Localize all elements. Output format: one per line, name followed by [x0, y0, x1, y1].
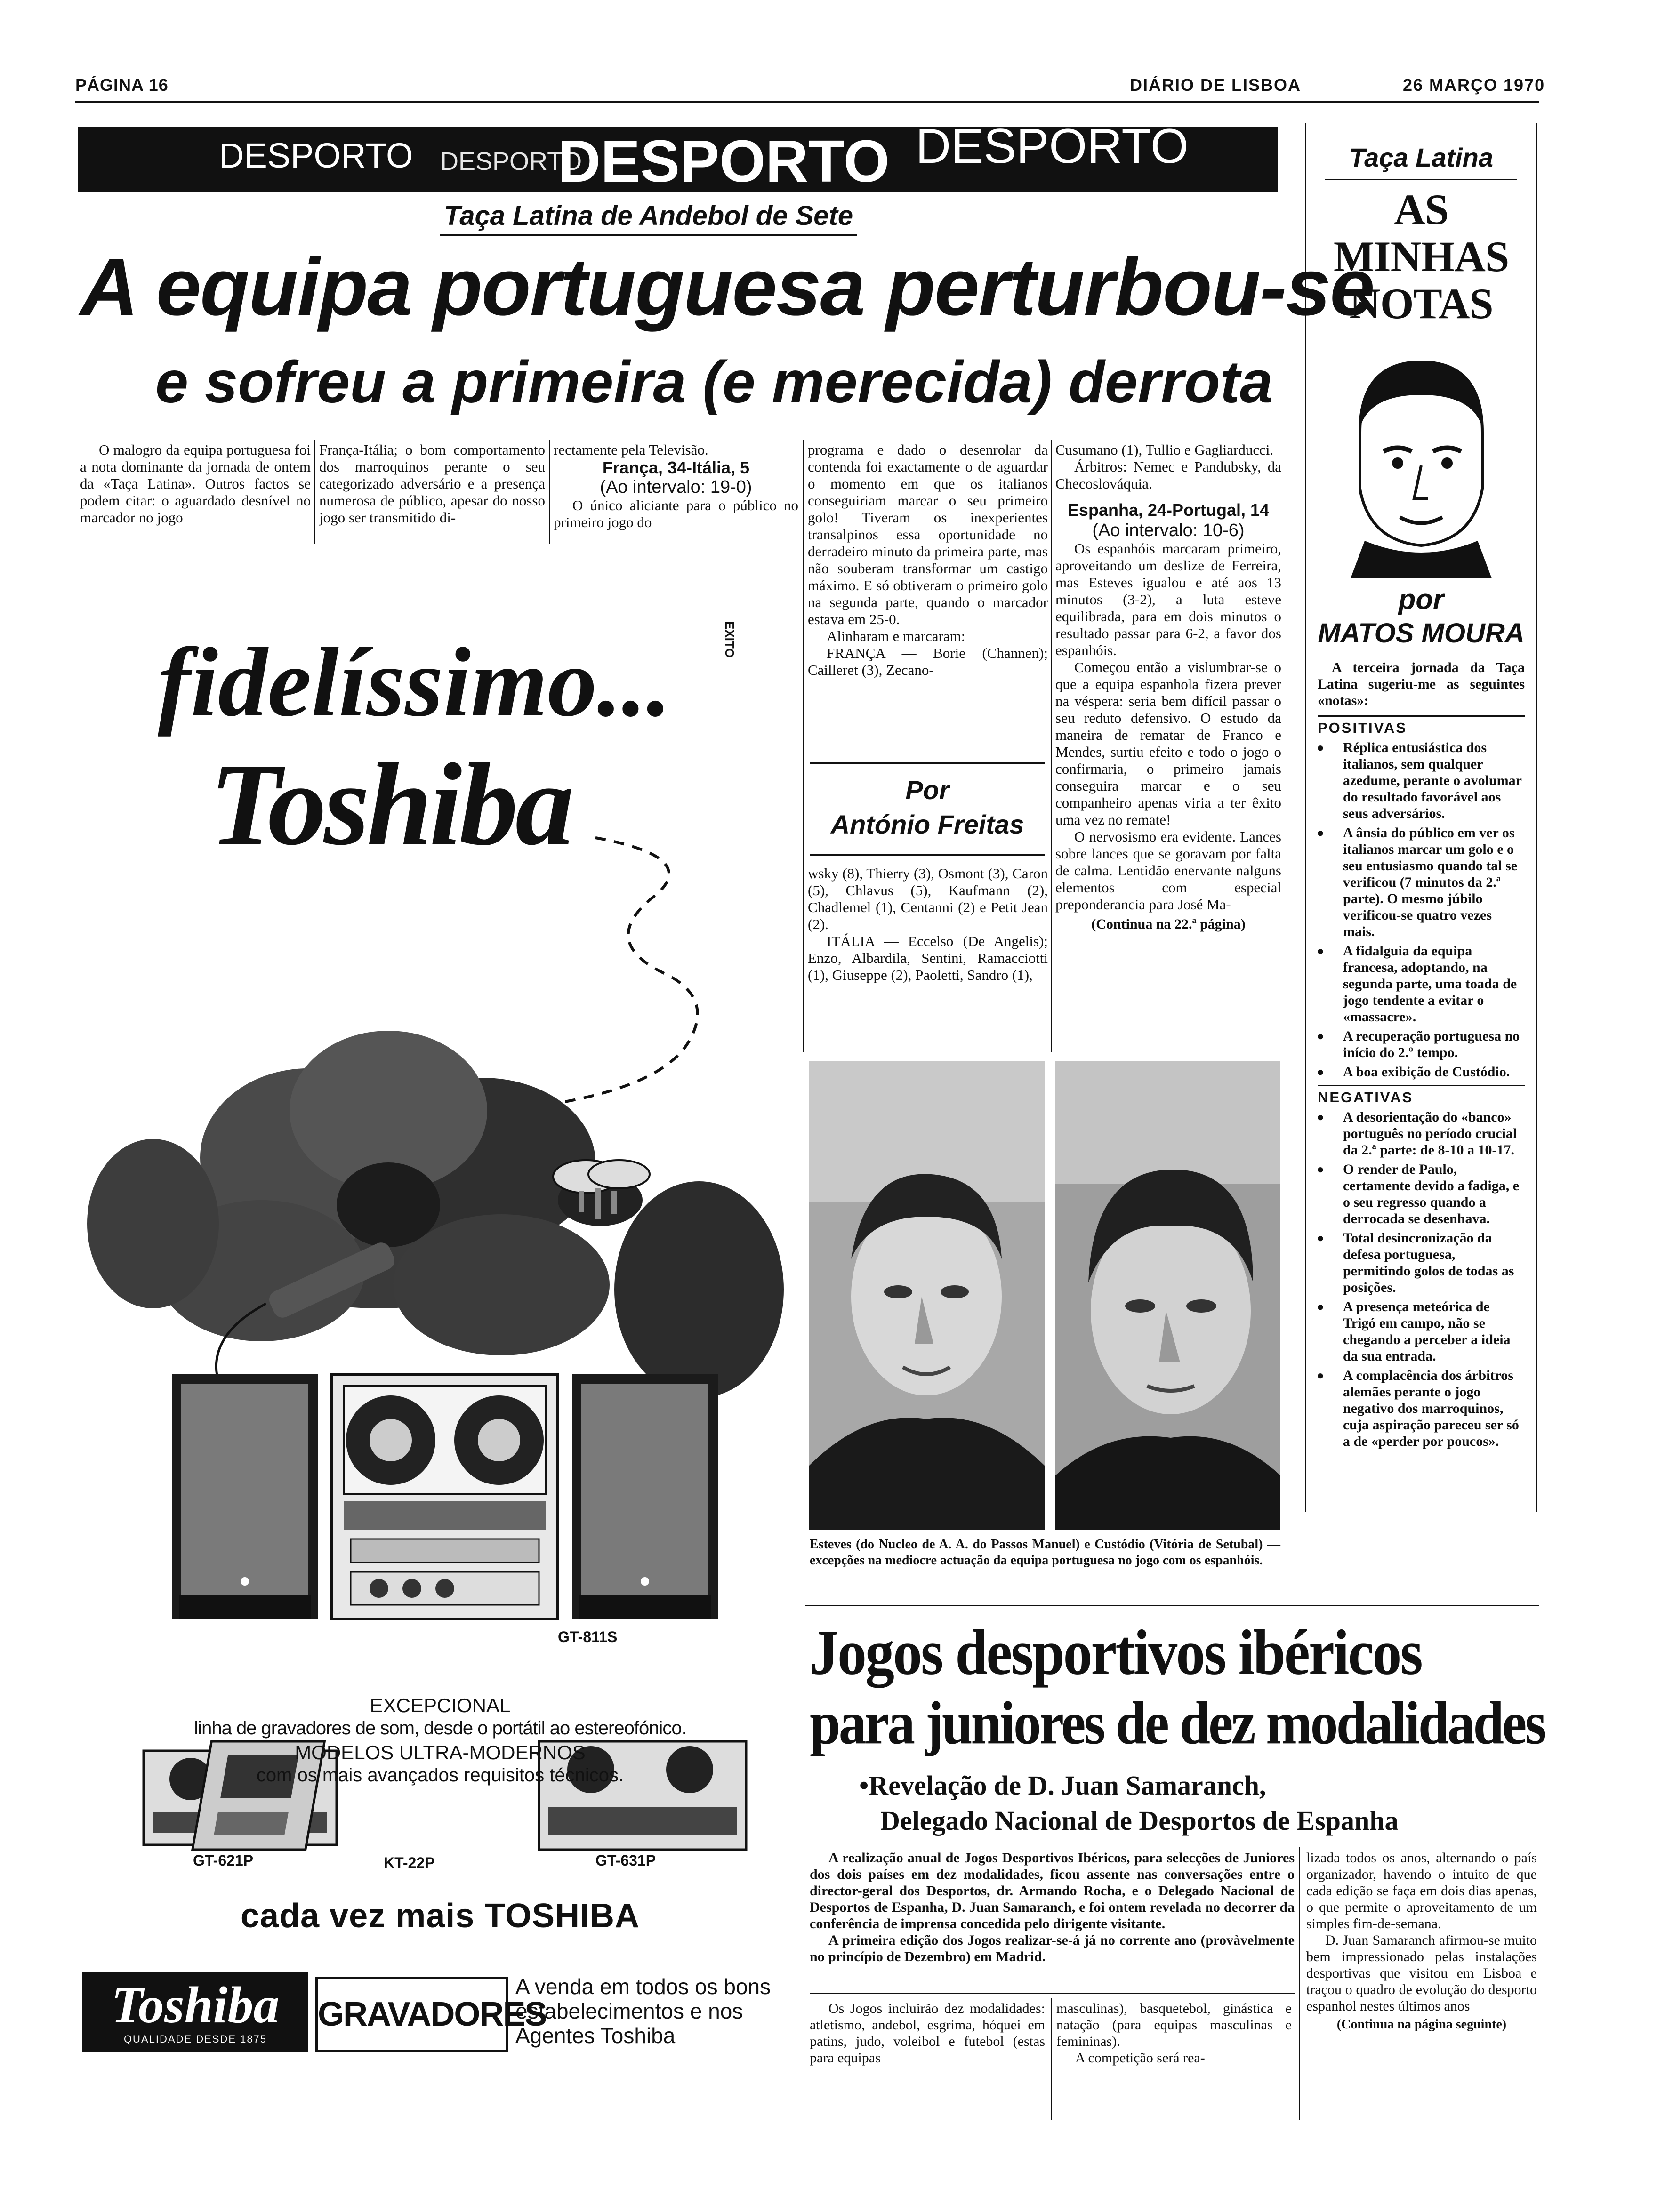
note-item: ● A boa exibição de Custódio.: [1317, 1064, 1526, 1080]
ad-side-mark: EXITO: [723, 621, 737, 658]
continued-note: (Continua na 22.ª página): [1091, 916, 1246, 932]
sidebar-title-1: AS MINHAS: [1333, 185, 1509, 281]
ad-venda: A venda em todos os bons estabelecimentos e nos Agentes Toshiba: [515, 1974, 771, 2048]
banner-word-2: DESPORTO: [440, 147, 582, 176]
second-headline-2: para juniores de dez modalidades: [810, 1689, 1545, 1757]
main-headline: A equipa portuguesa perturbou-se: [80, 242, 1374, 332]
ad-gravadores: GRAVADORES: [315, 1977, 508, 2052]
interval-france-italy: (Ao intervalo: 19-0): [600, 477, 752, 497]
sidebar-author: MATOS MOURA: [1318, 618, 1525, 649]
second-col-c-text-2: D. Juan Samaranch afirmou-se muito bem impressionado pelas instalações desportivas que visitou em Lisboa e traçou o quadro de evolução do desporto espanhol nestes últimos anos: [1306, 1932, 1537, 2014]
note-item: ● A fidalguia da equipa francesa, adoptando, na segunda parte, uma toada de jogo tendente a evitar o «massacre».: [1317, 943, 1526, 1025]
second-col-c: [1306, 1850, 1537, 2033]
article-column-4: [808, 441, 1048, 679]
logo-brand: Toshiba: [111, 1976, 280, 2034]
portrait-graphic: [1055, 1061, 1280, 1530]
author-portrait: [1332, 343, 1511, 578]
second-col-b: [1056, 2000, 1292, 2066]
second-lead-p1: A realização anual de Jogos Desportivos Ibéricos, para selecções de Juniores dos dois países em dez modalidades, ficou assente nas conversações entre o director-geral dos Desportos, dr. Armando Rocha, e o Delegado Nacional de Desportos de Espanha, D. Juan Samaranch, e foi ontem revelada no decorrer da conferência de imprensa concedida pelo dirigente visitante.: [810, 1850, 1295, 1931]
sidebar-title-2: NOTAS: [1349, 280, 1493, 328]
column-rule: [1299, 1847, 1300, 2120]
second-col-a-text: Os Jogos incluirão dez modalidades: atletismo, andebol, esgrima, hóquei em patins, judo, voleibol e futebol (estas para equipas: [810, 2001, 1045, 2066]
flower-illustration: [87, 1031, 784, 1398]
header-rule: [75, 101, 1539, 103]
ad-model-c: GT-631P: [595, 1852, 656, 1869]
note-item: ● A ânsia do público em ver os italianos marcar um golo e o seu entusiasmo quando tal se verificou (7 minutos da 2.ª parte). O mesmo júbilo verificou-se quatro vezes mais.: [1317, 825, 1526, 940]
article-column-5: [1055, 441, 1281, 933]
article-col5-text-1: Cusumano (1), Tullio e Gagliarducci.: [1055, 441, 1274, 458]
second-sub-2: Delegado Nacional de Desportos de Espanha: [880, 1805, 1399, 1836]
note-item: ● A desorientação do «banco» português no período crucial da 2.ª parte: de 8-10 a 10-17.: [1317, 1109, 1526, 1158]
second-sub-1: •Revelação de D. Juan Samaranch,: [859, 1770, 1266, 1801]
issue-date: 26 MARÇO 1970: [1403, 75, 1545, 95]
logo-subtitle: QUALIDADE DESDE 1875: [123, 2033, 267, 2045]
banner-word-3: DESPORTO: [558, 128, 890, 192]
article-separator: [805, 1605, 1539, 1606]
positivas-label: POSITIVAS: [1318, 715, 1525, 737]
negativas-label: NEGATIVAS: [1318, 1085, 1525, 1106]
column-rule: [314, 440, 315, 544]
newspaper-name: DIÁRIO DE LISBOA: [1130, 75, 1302, 95]
byline-por: Por: [905, 775, 949, 805]
article-kicker: Taça Latina de Andebol de Sete: [440, 200, 857, 236]
banner-word-4: DESPORTO: [916, 127, 1189, 174]
toshiba-advertisement: [78, 555, 803, 2165]
note-item: ● Réplica entusiástica dos italianos, sem qualquer azedume, perante o avolumar do resultado favorável aos seus adversários.: [1317, 739, 1526, 822]
speaker-left: [172, 1374, 318, 1619]
ad-line-1: EXCEPCIONAL: [370, 1694, 511, 1716]
note-item: ● Total desincronização da defesa portuguesa, permitindo golos de todas as posições.: [1317, 1230, 1526, 1296]
page-number: PÁGINA 16: [75, 75, 169, 95]
second-headline-1: Jogos desportivos ibéricos: [810, 1617, 1422, 1688]
ad-line-2: linha de gravadores de som, desde o portátil ao estereofónico.: [194, 1718, 686, 1739]
byline-box: [810, 762, 1045, 856]
toshiba-logo-box: [82, 1972, 308, 2052]
score-france-italy: França, 34-Itália, 5: [602, 458, 750, 477]
article-column-1: [80, 441, 311, 526]
second-lead: [810, 1850, 1295, 1965]
second-col-a: [810, 2000, 1045, 2066]
article-column-3: [554, 441, 798, 531]
ad-model-main: GT-811S: [558, 1628, 618, 1645]
ad-line-3: MODELOS ULTRA-MODERNOS: [295, 1741, 586, 1763]
sidebar-box: [1305, 123, 1537, 1512]
note-item: ● A recuperação portuguesa no início do 2.º tempo.: [1317, 1028, 1526, 1061]
ad-brand-script: Toshiba: [209, 739, 571, 870]
second-col-b-text-2: A competição será rea-: [1075, 2050, 1205, 2066]
sidebar-por: por: [1398, 584, 1444, 615]
bee-illustration: [553, 1160, 650, 1226]
second-col-c-text-1: lizada todos os anos, alternando o país organizador, havendo o intuito de que cada edição se faça em dois dias apenas, o que permite o aproveitamento de um simples fim-de-semana.: [1306, 1850, 1537, 1931]
column-rule: [803, 440, 804, 1052]
sidebar-rule: [1325, 179, 1517, 180]
player-photo-custodio: [1055, 1061, 1280, 1530]
note-item: ● A complacência dos árbitros alemães perante o jogo negativo dos marroquinos, cuja aspiração pareceu ser só a de «perder por poucos».: [1317, 1367, 1526, 1450]
column-rule: [1051, 1998, 1052, 2120]
second-continued: (Continua na página seguinte): [1336, 2017, 1507, 2032]
lead-rule: [810, 1993, 1295, 1994]
article-col5-text-2: Árbitros: Nemec e Pandubsky, da Checoslováquia.: [1055, 458, 1281, 492]
portrait-graphic: [809, 1061, 1045, 1530]
article-col2-text: França-Itália; o bom comportamento dos marroquinos perante o seu categorizado adversário e a presença numerosa de público, apesar do nosso jogo ser transmitido di-: [319, 441, 545, 526]
article-col5-text-4: Começou então a vislumbrar-se o que a equipa espanhola fizera prever na véspera: seria bem difícil passar o seu reduto defensivo. O estudo da maneira de rematar de Franco e Mendes, surtiu efeito e todo o jogo o confirmaria, o primeiro jamais conseguira marcar e o seu companheiro apenas viria a ter êxito uma vez no remate!: [1055, 659, 1281, 828]
main-subheadline: e sofreu a primeira (e merecida) derrota: [155, 349, 1273, 415]
article-col3-text-2: O único aliciante para o público no primeiro jogo do: [554, 497, 798, 530]
reel-to-reel-illustration: [332, 1374, 558, 1619]
article-col3-text: rectamente pela Televisão.: [554, 441, 708, 458]
note-item: ● A presença meteórica de Trigó em campo, não se chegando a perceber a ideia da sua entrada.: [1317, 1298, 1526, 1364]
positivas-list: [1317, 739, 1526, 1080]
article-col1-text: O malogro da equipa portuguesa foi a nota dominante da jornada de ontem da «Taça Latina». Outros factos se podem citar: o aguardado desnível no marcador no jogo: [80, 441, 311, 526]
article-column-2: [319, 441, 545, 526]
article-col4-text-5: ITÁLIA — Eccelso (De Angelis); Enzo, Albardila, Sentini, Ramacciotti (1), Giuseppe (2), Paoletti, Sandro (1),: [808, 933, 1048, 983]
ad-slogan: cada vez mais TOSHIBA: [240, 1897, 640, 1935]
player-photo-esteves: [809, 1061, 1045, 1530]
author-portrait-graphic: [1332, 343, 1511, 578]
score-spain-portugal: Espanha, 24-Portugal, 14: [1067, 500, 1270, 520]
article-col4-text-4: wsky (8), Thierry (3), Osmont (3), Caron (5), Chlavus (5), Kaufmann (2), Chadlemel (1), Centanni (2) e Petit Jean (2).: [808, 865, 1048, 932]
photo-caption: Esteves (do Nucleo de A. A. do Passos Manuel) e Custódio (Vitória de Setubal) — excepções na mediocre actuação da equipa portuguesa no jogo com os espanhóis.: [810, 1537, 1280, 1568]
article-col4-text-3: FRANÇA — Borie (Channen); Cailleret (3), Zecano-: [808, 645, 1048, 678]
column-rule: [1051, 440, 1052, 1052]
negativas-list: [1317, 1109, 1526, 1450]
article-col5-text-3: Os espanhóis marcaram primeiro, aproveitando um deslize de Ferreira, mas Esteves igualou e até aos 13 minutos (3-2), a luta esteve equilibrada, para em dois minutos o resultado passar para 6-2, a favor dos espanhóis.: [1055, 540, 1281, 658]
article-col5-text-5: O nervosismo era evidente. Lances sobre lances que se goravam por falta de calma. Lentidão enervante nalguns elementos com especial preponderancia para José Ma-: [1055, 828, 1281, 913]
article-col4-text-2: Alinharam e marcaram:: [827, 628, 965, 644]
sidebar-intro: A terceira jornada da Taça Latina sugeriu-me as seguintes «notas»:: [1318, 660, 1525, 708]
sidebar-kicker: Taça Latina: [1349, 143, 1494, 172]
byline-author: António Freitas: [830, 809, 1024, 839]
article-column-4-lower: [808, 865, 1048, 984]
ad-line-4: com os mais avançados requisitos técnicos.: [256, 1765, 624, 1786]
note-item: ● O render de Paulo, certamente devido a fadiga, e o seu regresso quando a derrocada se desenhava.: [1317, 1161, 1526, 1227]
ad-model-b: KT-22P: [384, 1854, 435, 1871]
article-col4-text-1: programa e dado o desenrolar da contenda foi exactamente o de aguardar o momento em que os italianos conseguiriam marcar o seu primeiro golo! Tiveram os inexperientes transalpinos essa oportunidade no derradeiro minuto da primeira parte, mas não souberam transformar um castigo máximo. E só obtiveram o primeiro golo na segunda parte, quando o marcador estava em 25-0.: [808, 441, 1048, 627]
ad-model-a: GT-621P: [193, 1852, 254, 1869]
second-lead-p2: A primeira edição dos Jogos realizar-se-á já no corrente ano (provàvelmente no princípio de Dezembro) em Madrid.: [810, 1932, 1295, 1964]
banner-word-1: DESPORTO: [219, 136, 413, 175]
speaker-right: [572, 1374, 718, 1619]
interval-spain-portugal: (Ao intervalo: 10-6): [1092, 521, 1245, 540]
ad-tagline: fidelíssimo...: [158, 628, 671, 737]
second-col-b-text-1: masculinas), basquetebol, ginástica e natação (para equipas masculinas e femininas).: [1056, 2001, 1292, 2049]
column-rule: [549, 440, 550, 544]
section-banner: [78, 127, 1278, 192]
